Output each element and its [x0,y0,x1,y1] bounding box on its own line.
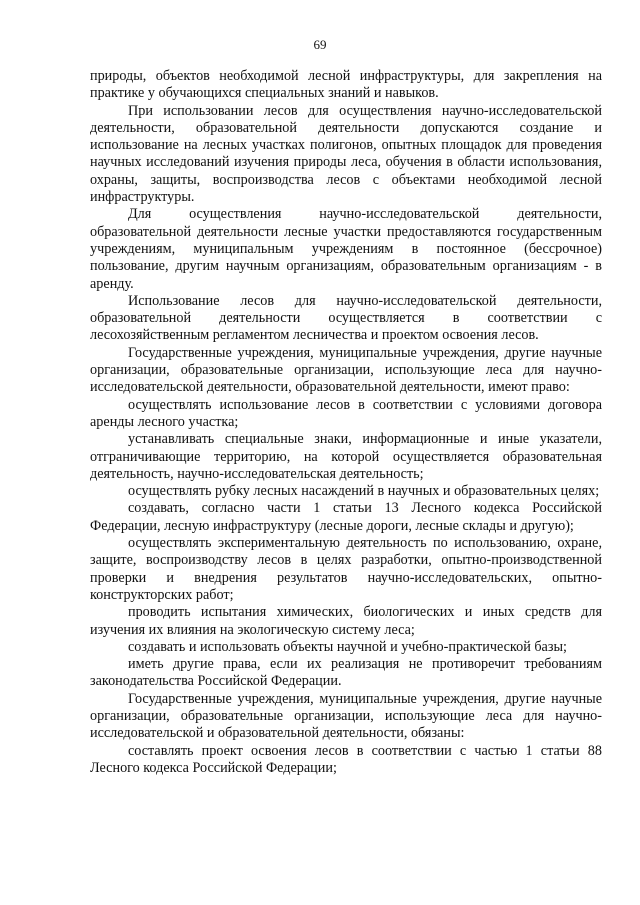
paragraph: Государственные учреждения, муниципальные учреждения, другие научные организации, образовательные организации, использующие леса для научно-исследовательской деятельности, образовательной деятельности, имеют право: [90,344,602,396]
paragraph: Государственные учреждения, муниципальные учреждения, другие научные организации, образовательные организации, использующие леса для научно-исследовательской и образовательной деятельности, обязаны: [90,690,602,742]
list-item: составлять проект освоения лесов в соответствии с частью 1 статьи 88 Лесного кодекса Российской Федерации; [90,742,602,776]
document-body [90,68,602,777]
list-item: осуществлять экспериментальную деятельность по использованию, охране, защите, воспроизводству лесов в целях разработки, опытно-производственной проверки и внедрения результатов научно-исследовательских, опытно-конструкторских работ; [90,535,602,603]
list-item: осуществлять рубку лесных насаждений в научных и образовательных целях; [128,483,600,500]
list-item: иметь другие права, если их реализация не противоречит требованиям законодательства Российской Федерации. [90,656,602,690]
list-item: создавать и использовать объекты научной и учебно-практической базы; [128,638,567,655]
paragraph: Использование лесов для научно-исследовательской деятельности, образовательной деятельности осуществляется в соответствии с лесохозяйственным регламентом лесничества и проектом освоения лесов. [90,292,602,344]
page-number: 69 [313,37,327,52]
list-item: осуществлять использование лесов в соответствии с условиями договора аренды лесного участка; [90,396,602,430]
paragraph-continuation: природы, объектов необходимой лесной инфраструктуры, для закрепления на практике у обучающихся специальных знаний и навыков. [90,68,602,102]
paragraph: При использовании лесов для осуществления научно-исследовательской деятельности, образовательной деятельности допускаются создание и использование на лесных участках полигонов, опытных площадок для проведения научных исследований изучения природы леса, обучения в области использования, охраны, защиты, воспроизводства лесов с объектами необходимой лесной инфраструктуры. [90,102,602,206]
list-item: устанавливать специальные знаки, информационные и иные указатели, отграничивающие территорию, на которой осуществляется образовательная деятельность, научно-исследовательская деятельность; [90,431,602,482]
paragraph: Для осуществления научно-исследовательской деятельности, образовательной деятельности лесные участки предоставляются государственным учреждениям, муниципальным учреждениям в постоянное (бессрочное) пользование, другим научным организациям, образовательным организациям - в аренду. [90,206,602,292]
list-item: проводить испытания химических, биологических и иных средств для изучения их влияния на экологическую систему леса; [90,604,602,638]
list-item: создавать, согласно части 1 статьи 13 Лесного кодекса Российской Федерации, лесную инфраструктуру (лесные дороги, лесные склады и другую); [90,500,602,534]
